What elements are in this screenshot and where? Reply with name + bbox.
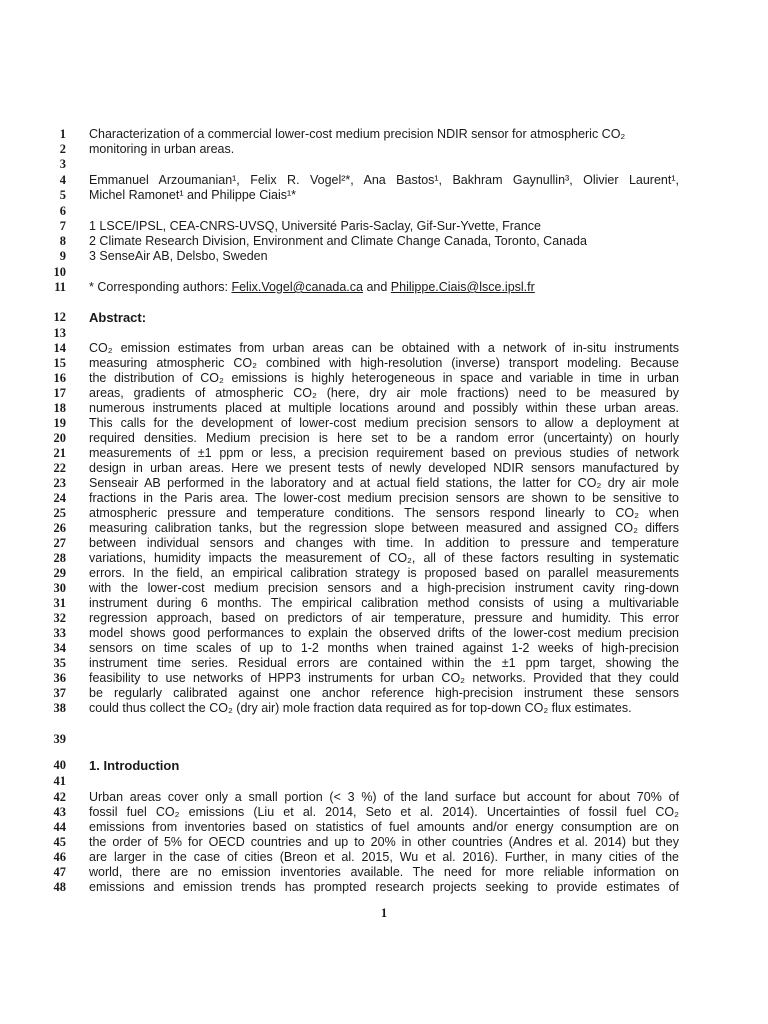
text-line xyxy=(0,566,768,581)
text-line xyxy=(0,491,768,506)
text-line xyxy=(0,173,768,188)
line-number: 16 xyxy=(53,371,66,385)
text-line xyxy=(0,356,768,371)
line-text: 2 Climate Research Division, Environment and Climate Change Canada, Toronto, Canada xyxy=(89,234,587,248)
line-text: Senseair AB performed in the laboratory and at actual field stations, the latter for CO₂ dry air mole xyxy=(89,476,679,490)
line-text: emissions from inventories based on statistics of fuel amounts and/or energy consumption are on xyxy=(89,820,679,834)
line-text: emissions and emission trends has prompted research projects seeking to provide estimates of xyxy=(89,880,679,894)
line-text: the distribution of CO₂ emissions is highly heterogeneous in space and variable in time in urban xyxy=(89,371,679,385)
line-number: 17 xyxy=(53,386,66,400)
line-number: 8 xyxy=(59,234,66,248)
line-number: 35 xyxy=(53,656,66,670)
line-text: atmospheric pressure and temperature conditions. The sensors respond linearly to CO₂ when xyxy=(89,506,679,520)
line-text: * Corresponding authors: xyxy=(89,280,232,294)
line-text: areas, gradients of atmospheric CO₂ (here, dry air mole fractions) need to be measured by xyxy=(89,386,679,400)
text-line xyxy=(0,835,768,850)
line-text xyxy=(89,280,679,295)
text-line xyxy=(0,326,768,341)
line-number: 44 xyxy=(53,820,66,834)
text-line xyxy=(0,371,768,386)
line-number: 43 xyxy=(53,805,66,819)
line-number: 13 xyxy=(53,326,66,340)
line-text: instrument time series. Residual errors are contained within the ±1 ppm target, showing the xyxy=(89,656,679,670)
line-text: 1 LSCE/IPSL, CEA-CNRS-UVSQ, Université Paris-Saclay, Gif-Sur-Yvette, France xyxy=(89,219,541,233)
line-text: measurements of ±1 ppm or less, a precision requirement based on previous studies of network xyxy=(89,446,679,460)
line-number: 30 xyxy=(53,581,66,595)
line-text: regression approach, based on predictors of air temperature, pressure and humidity. This error xyxy=(89,611,679,625)
line-number: 6 xyxy=(59,204,66,218)
text-line xyxy=(0,656,768,671)
text-line xyxy=(0,219,768,234)
text-line xyxy=(0,446,768,461)
line-number: 24 xyxy=(53,491,66,505)
line-text: sensors on time scales of up to 1-2 months when trained against 1-2 weeks of high-precision xyxy=(89,641,679,655)
line-number: 41 xyxy=(53,774,66,788)
line-number: 33 xyxy=(53,626,66,640)
line-text: and xyxy=(362,280,391,294)
line-text: This calls for the development of lower-cost medium precision sensors to allow a deployment at xyxy=(89,416,679,430)
line-number: 21 xyxy=(53,446,66,460)
line-number: 48 xyxy=(53,880,66,894)
line-text: Emmanuel Arzoumanian¹, Felix R. Vogel²*, Ana Bastos¹, Bakhram Gaynullin³, Olivier Laurent¹, xyxy=(89,173,679,187)
line-number: 34 xyxy=(53,641,66,655)
line-text: errors. In the field, an empirical calibration strategy is proposed based on parallel measurements xyxy=(89,566,679,580)
line-number: 28 xyxy=(53,551,66,565)
text-line xyxy=(0,551,768,566)
line-text: fossil fuel CO₂ emissions (Liu et al. 2014, Seto et al. 2014). Uncertainties of fossil fuel CO₂ xyxy=(89,805,679,819)
line-text: CO₂ emission estimates from urban areas can be obtained with a network of in-situ instruments xyxy=(89,341,679,355)
line-text: with the lower-cost medium precision sensors and a high-precision instrument cavity ring-down xyxy=(89,581,679,595)
line-text: design in urban areas. Here we present tests of newly developed NDIR sensors manufactured by xyxy=(89,461,679,475)
line-number: 15 xyxy=(53,356,66,370)
line-text: measuring calibration tanks, but the regression slope between measured and assigned CO₂ differs xyxy=(89,521,679,535)
text-line xyxy=(0,596,768,611)
text-line xyxy=(0,506,768,521)
text-line xyxy=(0,671,768,686)
line-text: the order of 5% for OECD countries and up to 20% in other countries (Andres et al. 2014) but they xyxy=(89,835,679,849)
line-number: 1 xyxy=(59,127,66,141)
text-line xyxy=(0,820,768,835)
line-number: 45 xyxy=(53,835,66,849)
line-number: 2 xyxy=(59,142,66,156)
line-number: 31 xyxy=(53,596,66,610)
email-link-ciais[interactable]: Philippe.Ciais@lsce.ipsl.fr xyxy=(390,280,535,294)
text-line xyxy=(0,310,768,325)
line-number: 42 xyxy=(53,790,66,804)
text-line xyxy=(0,416,768,431)
line-text: required densities. Medium precision is here set to be a random error (uncertainty) on hourly xyxy=(89,431,679,445)
text-line xyxy=(0,880,768,895)
line-text: instrument during 6 months. The empirical calibration method consists of using a multivariable xyxy=(89,596,679,610)
text-line xyxy=(0,805,768,820)
text-line xyxy=(0,234,768,249)
line-number: 40 xyxy=(53,758,66,772)
text-line xyxy=(0,790,768,805)
line-number: 5 xyxy=(59,188,66,202)
line-number: 9 xyxy=(59,249,66,263)
line-number: 14 xyxy=(53,341,66,355)
text-line xyxy=(0,249,768,264)
line-number: 26 xyxy=(53,521,66,535)
email-link-vogel[interactable]: Felix.Vogel@canada.ca xyxy=(231,280,363,294)
line-number: 4 xyxy=(59,173,66,187)
text-line xyxy=(0,204,768,219)
line-text: are larger in the case of cities (Breon et al. 2015, Wu et al. 2016). Further, in many cities of the xyxy=(89,850,679,864)
text-line xyxy=(0,461,768,476)
line-number: 32 xyxy=(53,611,66,625)
line-number: 3 xyxy=(59,157,66,171)
text-line xyxy=(0,865,768,880)
section-heading: Abstract: xyxy=(89,310,147,325)
text-line xyxy=(0,127,768,142)
line-text: 3 SenseAir AB, Delsbo, Sweden xyxy=(89,249,268,263)
text-line xyxy=(0,157,768,172)
line-text: Urban areas cover only a small portion (< 3 %) of the land surface but account for about 70% of xyxy=(89,790,679,804)
line-number: 46 xyxy=(53,850,66,864)
text-line xyxy=(0,431,768,446)
text-line xyxy=(0,536,768,551)
line-number: 19 xyxy=(53,416,66,430)
line-text: between individual sensors and changes with time. In addition to pressure and temperature xyxy=(89,536,679,550)
text-line xyxy=(0,758,768,773)
line-number: 37 xyxy=(53,686,66,700)
text-line xyxy=(0,686,768,701)
line-number: 29 xyxy=(53,566,66,580)
line-text: Characterization of a commercial lower-cost medium precision NDIR sensor for atmospheric CO₂ xyxy=(89,127,626,141)
section-heading: 1. Introduction xyxy=(89,758,180,773)
line-number: 36 xyxy=(53,671,66,685)
line-text: monitoring in urban areas. xyxy=(89,142,235,156)
line-number: 47 xyxy=(53,865,66,879)
text-line xyxy=(0,626,768,641)
line-text: model shows good performances to explain the observed drifts of the lower-cost medium precision xyxy=(89,626,679,640)
text-line xyxy=(0,341,768,356)
line-number: 22 xyxy=(53,461,66,475)
line-text: measuring atmospheric CO₂ combined with high-resolution (inverse) transport modeling. Because xyxy=(89,356,679,370)
line-number: 20 xyxy=(53,431,66,445)
text-line xyxy=(0,386,768,401)
text-line xyxy=(0,732,768,747)
line-text: feasibility to use networks of HPP3 instruments for urban CO₂ networks. Provided that they could xyxy=(89,671,679,685)
text-line xyxy=(0,774,768,789)
text-line xyxy=(0,641,768,656)
line-text: variations, humidity impacts the measurement of CO₂, all of these factors resulting in systematic xyxy=(89,551,679,565)
text-line xyxy=(0,521,768,536)
line-number: 18 xyxy=(53,401,66,415)
line-number: 10 xyxy=(53,265,66,279)
text-line xyxy=(0,701,768,716)
line-text: numerous instruments placed at multiple locations around and possibly within these urban areas. xyxy=(89,401,679,415)
line-text: Michel Ramonet¹ and Philippe Ciais¹* xyxy=(89,188,297,202)
text-line xyxy=(0,581,768,596)
page-number: 1 xyxy=(380,906,388,920)
line-number: 23 xyxy=(53,476,66,490)
line-number: 27 xyxy=(53,536,66,550)
line-text: could thus collect the CO₂ (dry air) mole fraction data required as for top-down CO₂ flux estimates. xyxy=(89,701,632,715)
line-number: 12 xyxy=(53,310,66,324)
line-text: be regularly calibrated against one anchor reference high-precision instrument these sensors xyxy=(89,686,679,700)
text-line xyxy=(0,611,768,626)
line-number: 25 xyxy=(53,506,66,520)
text-line xyxy=(0,280,768,295)
line-number: 38 xyxy=(53,701,66,715)
line-text: world, there are no emission inventories available. The need for more reliable information on xyxy=(89,865,679,879)
text-line xyxy=(0,476,768,491)
text-line xyxy=(0,265,768,280)
line-number: 39 xyxy=(53,732,66,746)
text-line xyxy=(0,850,768,865)
text-line xyxy=(0,401,768,416)
line-number: 11 xyxy=(54,280,66,294)
line-number: 7 xyxy=(59,219,66,233)
text-line xyxy=(0,142,768,157)
text-line xyxy=(0,188,768,203)
line-text: fractions in the Paris area. The lower-cost medium precision sensors are shown to be sensitive to xyxy=(89,491,679,505)
